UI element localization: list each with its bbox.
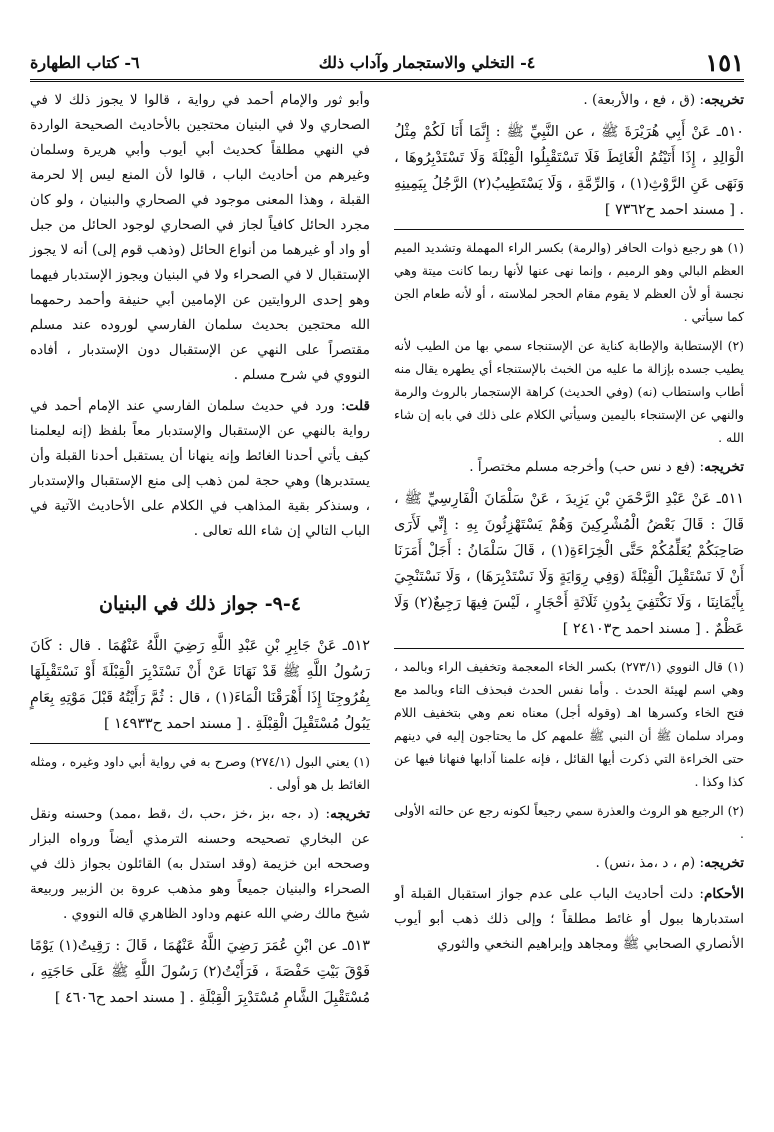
qult-paragraph	[30, 394, 370, 544]
footnote-divider	[394, 229, 744, 230]
hadith-510: ٥١٠ـ عَنْ أَبِي هُرَيْرَةَ ﷺ ، عن النَّبِيِّ ﷺ : إِنَّمَا أَنَا لَكُمْ مِثْلُ الْوَالِدِ ، إِذَا أَتَيْتُمُ الْغَائِطَ فَلَا تَسْتَقْبِلُوا الْقِبْلَةَ وَلَا تَسْتَدْبِرُوهَا ، وَنَهَى عَنِ الرَّوْثِ(١) ، وَالرِّمَّةِ ، وَلَا يَسْتَطِيبُ(٢) الرَّجُلُ بِيَمِينِهِ . [ مسند احمد ح٧٣٦٢ ]	[394, 124, 744, 218]
footnote-divider	[30, 743, 370, 744]
page-header	[30, 45, 744, 82]
page-number: ١٥١	[705, 47, 744, 77]
takhrij-label: تخريجه	[330, 806, 370, 822]
takhrij-label: تخريجه	[704, 855, 744, 871]
ahkam-text: : دلت أحاديث الباب على عدم جواز استقبال القبلة أو استدبارها ببول أو غائط مطلقاً ؛ وإلى ذلك ذهب أبو أيوب الأنصاري الصحابي ﷺ ومجاهد وإبراهيم النخعي والثوري	[394, 886, 744, 952]
hadith-511: ٥١١ـ عَنْ عَبْدِ الرَّحْمَنِ بْنِ يَزِيدَ ، عَنْ سَلْمَانَ الْفَارِسِيِّ ﷺ ، قَالَ : قَالَ بَعْضُ الْمُشْرِكِينَ وَهُمْ يَسْتَهْزِئُونَ بِهِ : إِنِّي لَأَرَى صَاحِبَكُمْ يُعَلِّمُكُمْ حَتَّى الْخِرَاءَةِ(١) ، قَالَ سَلْمَانُ : أَجَلْ أَمَرَنَا أَنْ لَا نَسْتَقْبِلَ الْقِبْلَةَ (وَفِي رِوَايَةٍ وَلَا نَسْتَدْبِرَهَا) ، وَلَا نَسْتَنْجِيَ بِأَيْمَانِنَا ، وَلَا نَكْتَفِيَ بِدُونِ ثَلَاثَةِ أَحْجَارٍ ، لَيْسَ فِيهَا رَجِيعٌ(٢) وَلَا عَظْمٌ . [ مسند احمد ح٢٤١٠٣ ]	[394, 491, 744, 637]
takhrij-text: : (ق ، فع ، والأربعة) .	[583, 92, 705, 108]
qult-label: قلت	[345, 398, 370, 414]
footnote-511-2: (٢) الرجيع هو الروث والعذرة سمي رجيعاً لكونه رجع عن حالته الأولى .	[394, 803, 744, 841]
takhrij-label: تخريجه	[704, 92, 744, 108]
footnote-512-1: (١) يعني البول (٢٧٤/١) وصرح به في رواية أبي داود وغيره ، ومثله الغائط بل هو أولى .	[30, 754, 370, 792]
section-title: ٤- التخلي والاستجمار وآداب ذلك	[318, 52, 536, 72]
takhrij-text: : (م ، د ،مذ ،نس) .	[595, 855, 705, 871]
takhrij-510	[394, 455, 744, 480]
book-title: ٦- كتاب الطهارة	[30, 52, 140, 72]
takhrij-511	[394, 851, 744, 876]
takhrij-512	[30, 802, 370, 927]
takhrij-label: تخريجه	[704, 459, 744, 475]
ahkam-label: الأحكام	[704, 886, 744, 902]
ahkam-paragraph	[394, 882, 744, 957]
continuation-paragraph: وأبو ثور والإمام أحمد في رواية ، قالوا لا يجوز ذلك لا في الصحاري ولا في البنيان محتجين بالأحاديث الصحيحة الواردة في النهي مطلقاً كحديث أبي أيوب وأبي هريرة وسلمان وغيرهم من أحاديث الباب ، قالوا لأن المنع ليس إلا لحرمة القبلة ، وهذا المعنى موجود في الصحاري والبنيان ، ولو كان مجرد الحائل كافياً لجاز في الصحاري لوجود الحائل من جبل أو واد أو غيرهما من أنواع الحائل (وذهب قوم إلى) أنه لا يجوز الإستقبال لا في الصحراء ولا في البنيان ويجوز الإستدبار فيهما وهو إحدى الروايتين عن الإمامين أبي حنيفة وأحمد رحمهما الله محتجين بحديث سلمان الفارسي لوروده عند مسلم مقتصراً على النهي عن الإستقبال دون الإستدبار ، أفاده النووي في شرح مسلم .	[30, 92, 370, 383]
qult-text: : ورد في حديث سلمان الفارسي عند الإمام أحمد في رواية بالنهي عن الإستقبال والإستدبار معاً بلفظ (إنه ليعلمنا كيف يأتي أحدنا الغائط وإنه ينهانا أن يستقبل أحدنا القبلة وأن يستدبرها) وهي حجة لمن ذهب إلى منع الإستقبال والإستدبار ، وسنذكر بقية المذاهب في الكلام على الأحاديث الآتية في الباب التالي إن شاء الله تعالى .	[30, 398, 370, 539]
right-column	[394, 88, 744, 963]
takhrij-top	[394, 88, 744, 113]
footnote-divider	[394, 648, 744, 649]
takhrij-text: : (فع د نس حب) وأخرجه مسلم مختصراً .	[469, 459, 705, 475]
chapter-title: ٤-٩- جواز ذلك في البنيان	[99, 593, 301, 615]
footnote-510-2: (٢) الإستطابة والإطابة كناية عن الإستنجاء سمي بها من الطيب لأنه يطيب جسده بإزالة ما عليه من الخبث بالإستنجاء أي يطهره يقال منه أطاب واستطاب (نه) (وفي الحديث) كراهة الإستجمار بالروث والرمة والنهي عن الإستنجاء باليمين وسيأتي الكلام على ذلك في بابه إن شاء الله .	[394, 338, 744, 445]
footnote-511-1: (١) قال النووي (٢٧٣/١) بكسر الخاء المعجمة وتخفيف الراء وبالمد ، وهي اسم لهيئة الحدث . وأما نفس الحدث فبحذف التاء وبالمد مع فتح الخاء وكسرها اهـ (وقوله أجل) معناه نعم وهي بتخفيف اللام ومراد سلمان ﷺ أن النبي ﷺ علمهم كل ما يحتاجون إليه في دينهم حتى الخراءة التي ذكرت أيها القائل ، فإنه علمنا آدابها فنهانا فيها عن كذا وكذا .	[394, 659, 744, 789]
hadith-512: ٥١٢ـ عَنْ جَابِرِ بْنِ عَبْدِ اللَّهِ رَضِيَ اللَّهُ عَنْهُمَا . قال : كَانَ رَسُولُ اللَّهِ ﷺ قَدْ نَهَانَا عَنْ أَنْ نَسْتَدْبِرَ الْقِبْلَةَ أَوْ نَسْتَقْبِلَهَا بِفُرُوجِنَا إِذَا أَهْرَقْنَا الْمَاءَ(١) ، قال : ثُمَّ رَأَيْتُهُ قَبْلَ مَوْتِهِ بِعَامٍ يَبُولُ مُسْتَقْبِلَ الْقِبْلَةِ . [ مسند احمد ح١٤٩٣٣ ]	[30, 638, 370, 732]
footnote-510-1: (١) هو رجيع ذوات الحافر (والرمة) بكسر الراء المهملة وتشديد الميم العظم البالي وهو الرميم ، وإنما نهى عنها لأنها ربما كانت ميتة وهي نجسة أو لأن العظم لا يقوم مقام الحجر لملاسته ، أو لأنه طعام الجن كما سيأتي .	[394, 240, 744, 324]
takhrij-text: : (د ،جه ،بز ،خز ،حب ،ك ،قط ،ممد) وحسنه ونقل عن البخاري تصحيحه وحسنه الترمذي أيضاً ورواه البزار وصححه ابن خزيمة (وقد استدل به) القائلون بجواز ذلك في الصحراء والبنيان جميعاً وهو مذهب عروة بن الزبير وربيعة شيخ مالك رضي الله عنهم وداود الظاهري قاله النووي .	[30, 806, 370, 922]
left-column	[30, 88, 370, 1017]
hadith-513: ٥١٣ـ عن ابْنِ عُمَرَ رَضِيَ اللَّهُ عَنْهُمَا ، قَالَ : رَقِيتُ(١) يَوْمًا فَوْقَ بَيْتِ حَفْصَةَ ، فَرَأَيْتُ(٢) رَسُولَ اللَّهِ ﷺ عَلَى حَاجَتِهِ ، مُسْتَقْبِلَ الشَّامِ مُسْتَدْبِرَ الْقِبْلَةِ . [ مسند احمد ح٤٦٠٦ ]	[30, 938, 370, 1006]
